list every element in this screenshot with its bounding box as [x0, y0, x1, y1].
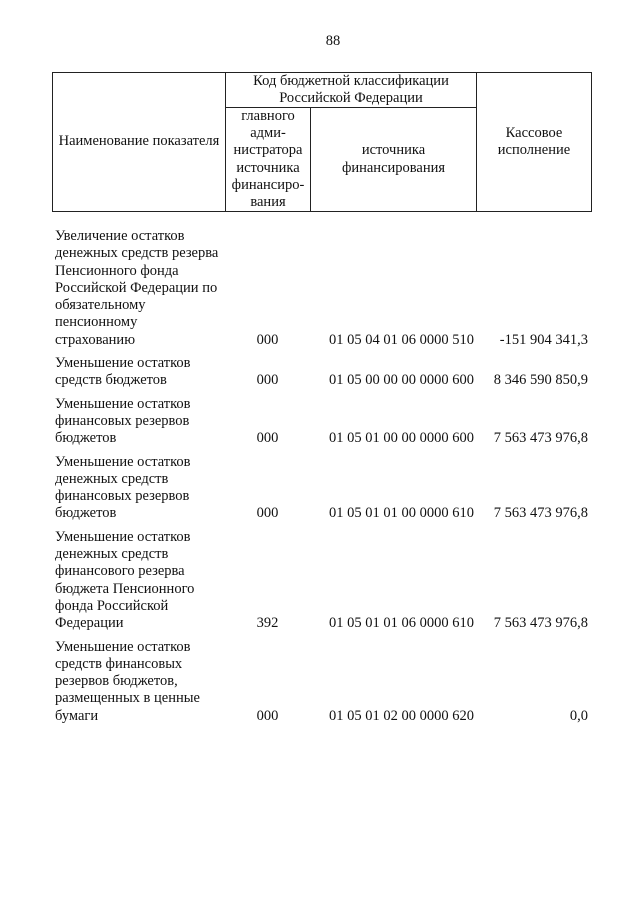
- admin-code: 392: [256, 615, 279, 632]
- admin-code: 000: [256, 430, 279, 447]
- table-row: [52, 228, 592, 349]
- page-number: 88: [325, 33, 341, 49]
- indicator-name: Уменьшение остатков средств финансовых резервов бюджетов, размещенных в ценные бумаги: [55, 638, 200, 724]
- cash-execution-amount: -151 904 341,3: [499, 331, 588, 348]
- source-code: 01 05 00 00 00 0000 600: [329, 372, 474, 389]
- table-row: [52, 355, 592, 390]
- table-header: [52, 72, 592, 212]
- table-body: [52, 228, 592, 731]
- source-code: 01 05 01 02 00 0000 620: [329, 707, 474, 724]
- table-row: [52, 639, 592, 725]
- indicator-name: Уменьшение остатков денежных средств финансовых резервов бюджетов: [55, 453, 191, 522]
- source-code: 01 05 01 01 00 0000 610: [329, 505, 474, 522]
- header-source-code-cell: [311, 108, 476, 211]
- cash-execution-amount: 7 563 473 976,8: [493, 615, 588, 632]
- table-row: [52, 396, 592, 448]
- indicator-name: Увеличение остатков денежных средств резерва Пенсионного фонда Российской Федерации по обязательному пенсионному страхованию: [55, 228, 219, 348]
- header-admin-code-label: главного адми- нистратора источника финансиро- вания: [231, 107, 305, 211]
- cash-execution-amount: 0,0: [569, 707, 588, 724]
- indicator-name: Уменьшение остатков средств бюджетов: [55, 355, 191, 389]
- cash-execution-amount: 7 563 473 976,8: [493, 430, 588, 447]
- cash-execution-amount: 8 346 590 850,9: [493, 372, 588, 389]
- header-code-group-cell: [226, 73, 476, 107]
- table-row: [52, 529, 592, 633]
- cash-execution-amount: 7 563 473 976,8: [493, 505, 588, 522]
- header-admin-code-cell: [226, 108, 310, 211]
- header-name-label: Наименование показателя: [58, 133, 220, 150]
- source-code: 01 05 01 01 06 0000 610: [329, 615, 474, 632]
- admin-code: 000: [256, 331, 279, 348]
- table-row: [52, 454, 592, 523]
- header-code-group-label: Код бюджетной классификации Российской Федерации: [253, 72, 449, 106]
- header-amount-cell: [477, 73, 591, 211]
- header-source-code-label: источника финансирования: [341, 142, 446, 176]
- header-amount-label: Кассовое исполнение: [497, 124, 571, 158]
- admin-code: 000: [256, 372, 279, 389]
- indicator-name: Уменьшение остатков финансовых резервов бюджетов: [55, 395, 191, 447]
- header-name-cell: [53, 73, 225, 211]
- source-code: 01 05 04 01 06 0000 510: [329, 331, 474, 348]
- source-code: 01 05 01 00 00 0000 600: [329, 430, 474, 447]
- indicator-name: Уменьшение остатков денежных средств финансового резерва бюджета Пенсионного фонда Российской Федерации: [55, 528, 195, 632]
- admin-code: 000: [256, 707, 279, 724]
- admin-code: 000: [256, 505, 279, 522]
